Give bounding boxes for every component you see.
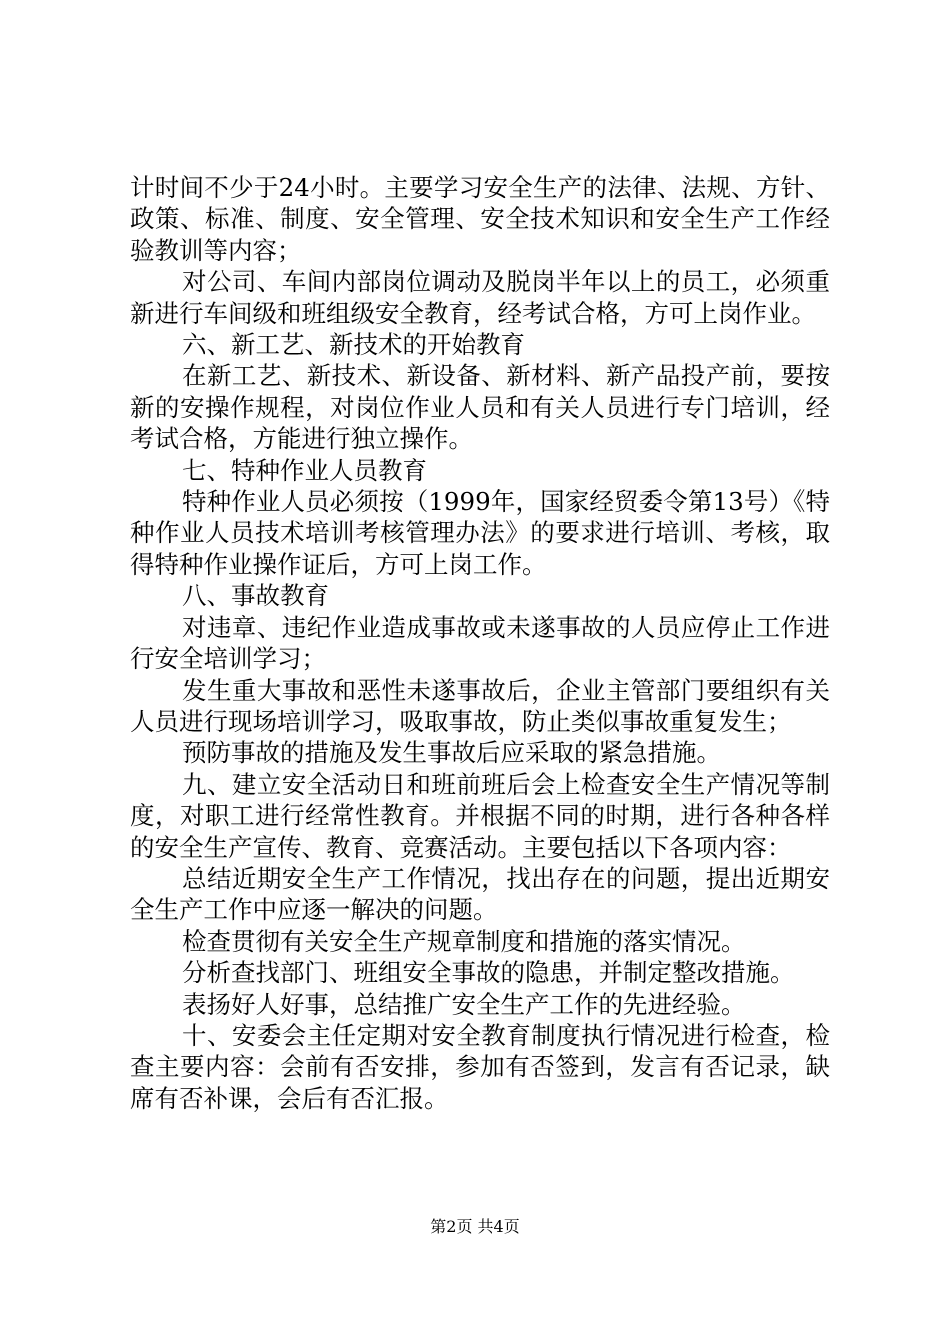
paragraph: 总结近期安全生产工作情况，找出存在的问题，提出近期安全生产工作中应逐一解决的问题。 xyxy=(130,863,830,925)
section-heading: 七、特种作业人员教育 xyxy=(182,455,427,485)
paragraph: 特种作业人员必须按（1999年，国家经贸委令第13号）《特种作业人员技术培训考核管理办法》的要求进行培训、考核，取得特种作业操作证后，方可上岗工作。 xyxy=(130,487,830,579)
section-heading: 八、事故教育 xyxy=(182,581,329,611)
section-heading: 九、建立安全活动日和班前班后会上检查安全生产情况等制度，对职工进行经常性教育。并根据不同的时期，进行各种各样的安全生产宣传、教育、竞赛活动。主要包括以下各项内容： xyxy=(130,769,830,862)
page-number: 第2页 共4页 xyxy=(430,1217,520,1236)
paragraph: 计时间不少于24小时。主要学习安全生产的法律、法规、方针、政策、标准、制度、安全管理、安全技术知识和安全生产工作经验教训等内容； xyxy=(130,173,830,265)
paragraph: 对违章、违纪作业造成事故或未遂事故的人员应停止工作进行安全培训学习； xyxy=(130,612,830,674)
section-heading: 十、安委会主任定期对安全教育制度执行情况进行检查，检查主要内容：会前有否安排，参加有否签到，发言有否记录，缺席有否补课，会后有否汇报。 xyxy=(130,1020,830,1113)
paragraph: 预防事故的措施及发生事故后应采取的紧急措施。 xyxy=(182,738,721,768)
paragraph: 对公司、车间内部岗位调动及脱岗半年以上的员工，必须重新进行车间级和班组级安全教育，经考试合格，方可上岗作业。 xyxy=(130,267,830,328)
paragraph: 在新工艺、新技术、新设备、新材料、新产品投产前，要按新的安操作规程，对岗位作业人员和有关人员进行专门培训，经考试合格，方能进行独立操作。 xyxy=(130,361,830,454)
paragraph: 表扬好人好事，总结推广安全生产工作的先进经验。 xyxy=(182,989,746,1019)
document-body xyxy=(130,172,830,1114)
paragraph: 分析查找部门、班组安全事故的隐患，并制定整改措施。 xyxy=(182,958,795,988)
paragraph: 检查贯彻有关安全生产规章制度和措施的落实情况。 xyxy=(182,926,746,956)
section-heading: 六、新工艺、新技术的开始教育 xyxy=(182,330,525,360)
paragraph: 发生重大事故和恶性未遂事故后，企业主管部门要组织有关人员进行现场培训学习，吸取事故，防止类似事故重复发生； xyxy=(130,675,830,736)
